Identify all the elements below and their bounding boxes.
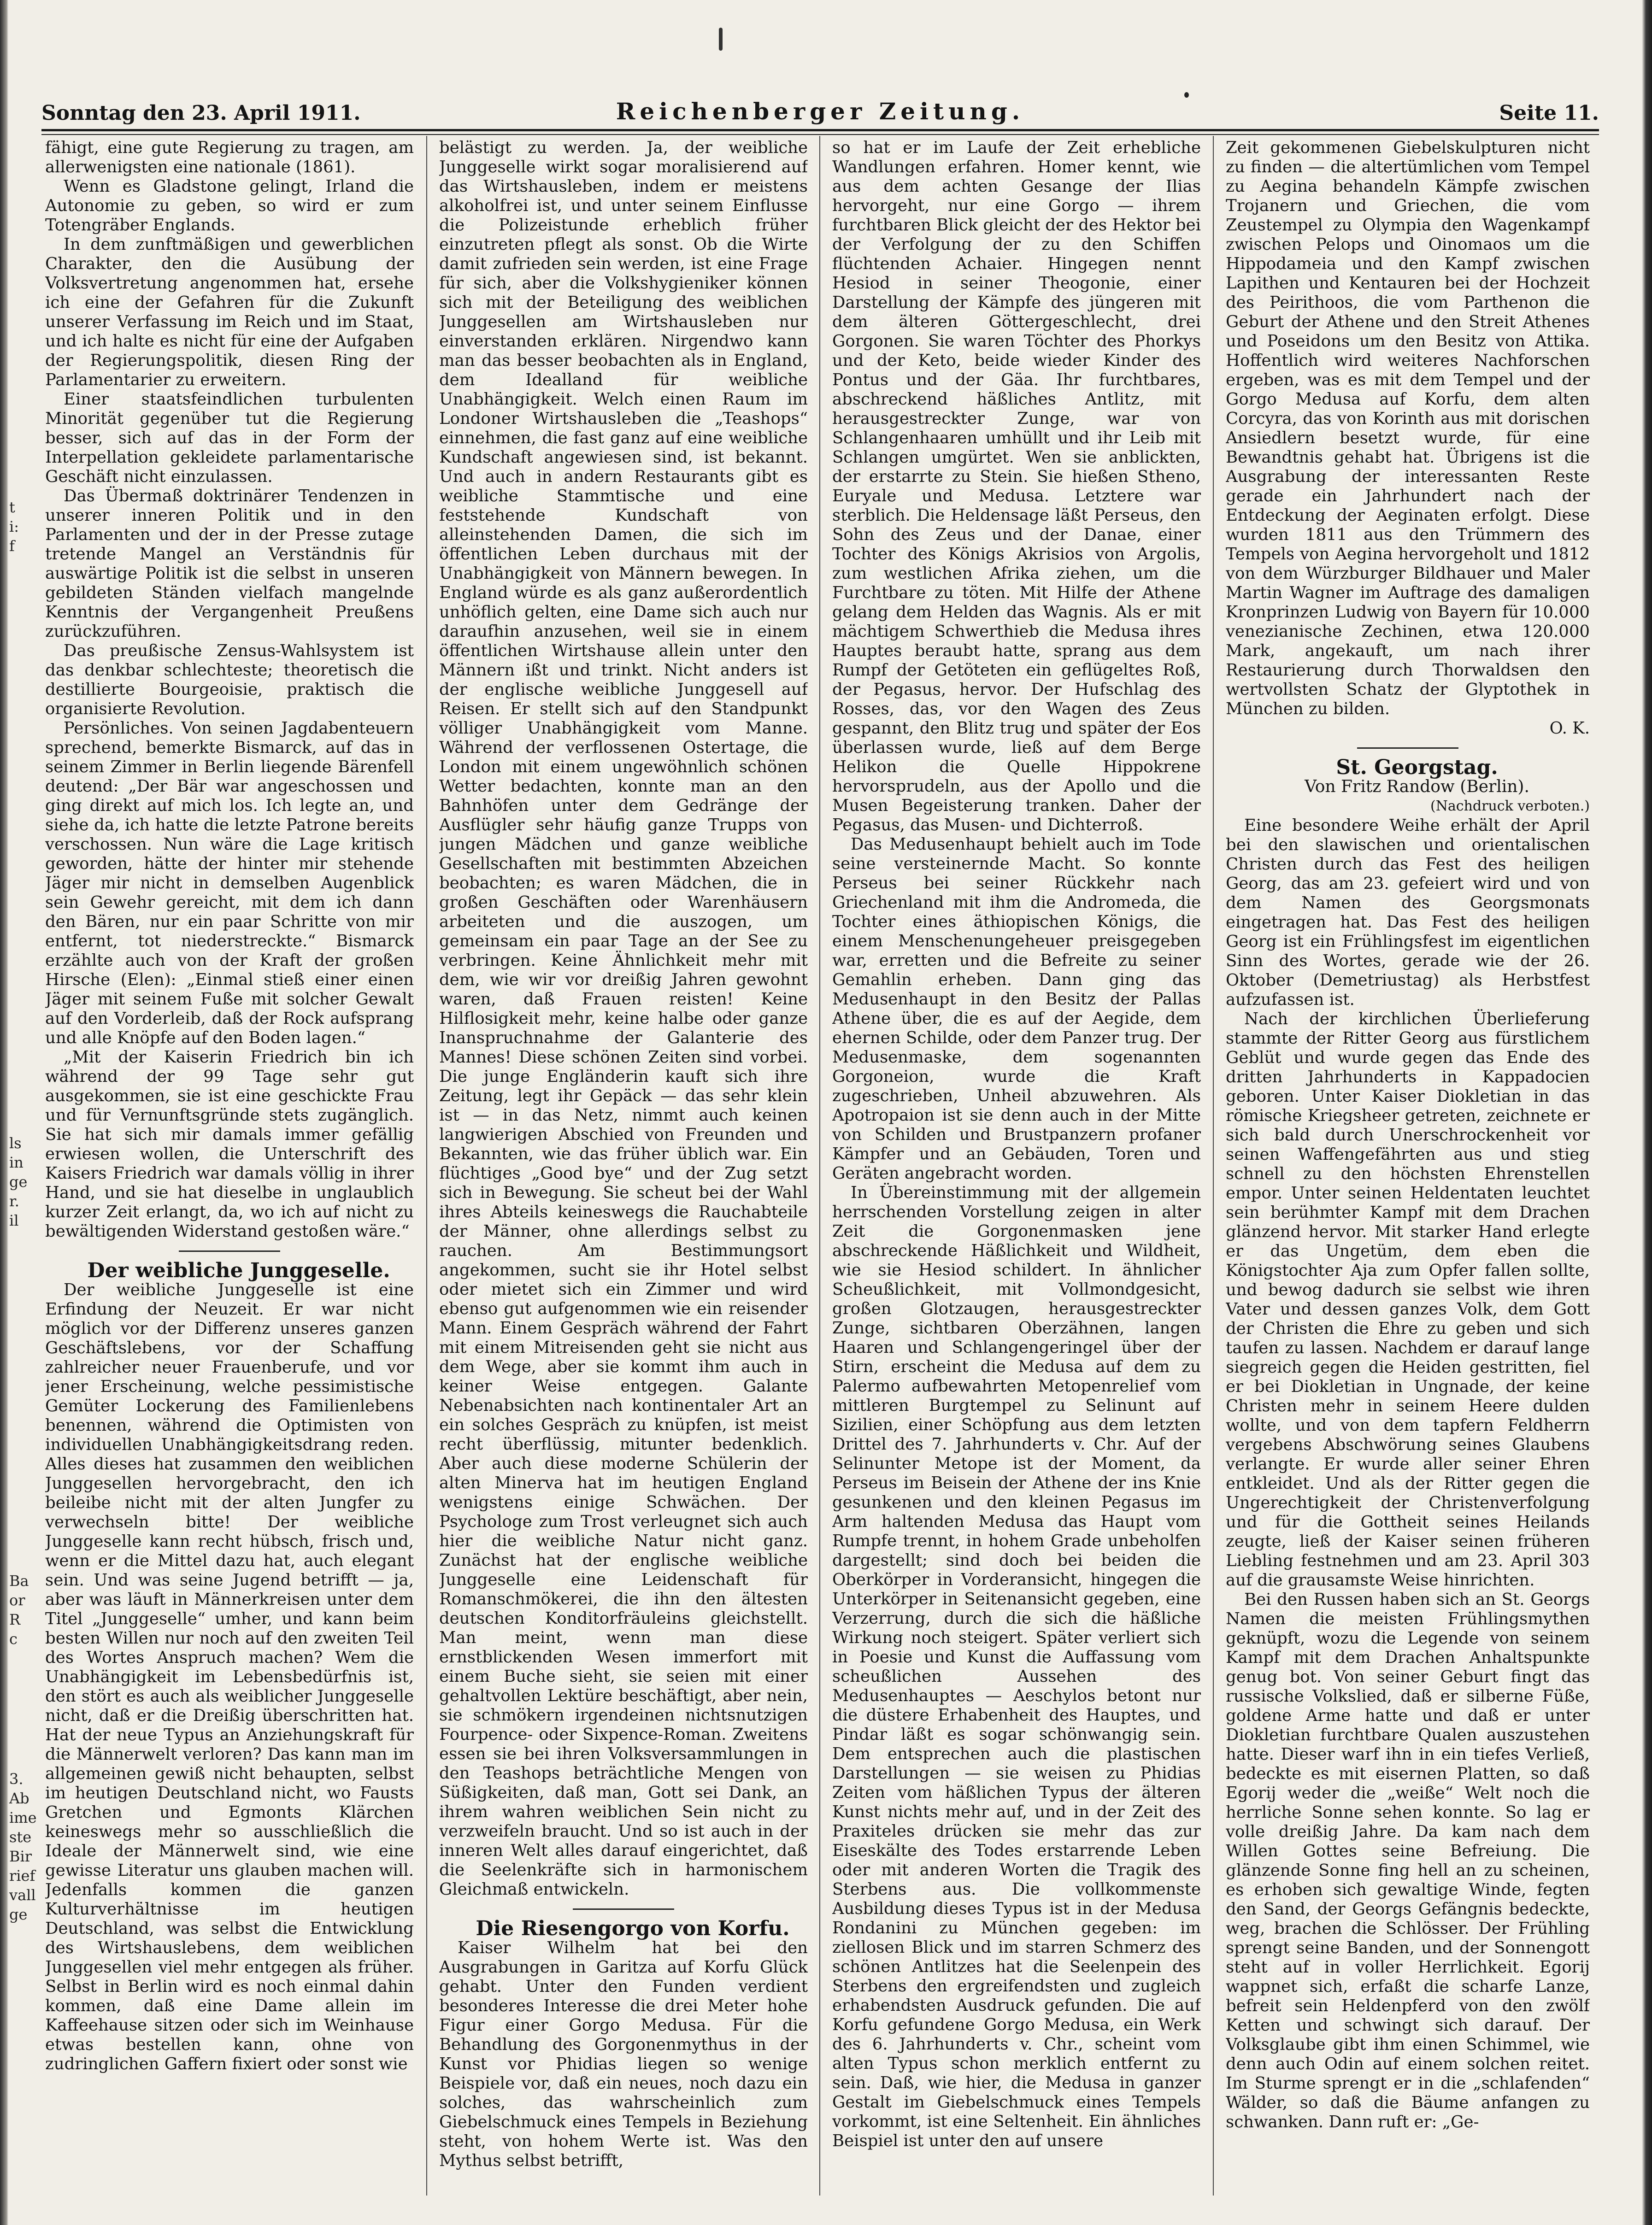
paragraph: Eine besondere Weihe erhält der April bei den slawischen und orientalischen Christen durch das Fest des heiligen Georg, das am 23. gefeiert wird und von dem Namen des Georgsmonats eingetragen hat. Das Fest des heiligen Georg ist ein Frühlingsfest im eigentlichen Sinn des Wortes, gerade wie der 26. Oktober (Demetriustag) als Herbstfest aufzufassen ist. [1226,816,1590,1009]
column-rule [1213,136,1214,2196]
page-header [41,92,1599,129]
paragraph: Das preußische Zensus-Wahlsystem ist das denkbar schlechteste; theoretisch die destillierte Bourgeoisie, praktisch die organisierte Revolution. [45,641,414,718]
column-rule [426,136,427,2196]
paragraph: Kaiser Wilhelm hat bei den Ausgrabungen in Garitza auf Korfu Glück gehabt. Unter den Funden verdient besonderes Interesse die drei Meter hohe Figur einer Gorgo Medusa. Für die Behandlung des Gorgonenmythus in der Kunst vor Phidias liegen so wenige Beispiele vor, daß ein neues, noch dazu ein solches, das wahrscheinlich zum Giebelschmuck eines Tempels in Beziehung steht, von hohem Werte ist. Was den Mythus selbst betrifft, [439,1938,808,2170]
paragraph: In Übereinstimmung mit der allgemein herrschenden Vorstellung zeigen in alter Zeit die Gorgonenmasken jene abschreckende Häßlichkeit und Wildheit, wie sie Hesiod schildert. In ähnlicher Scheußlichkeit, mit Vollmondgesicht, großen Glotzaugen, herausgestreckter Zunge, sichtbaren Oberzähnen, langen Haaren und Schlangengeringel über der Stirn, erscheint die Medusa auf dem zu Palermo aufbewahrten Metopenrelief vom mittleren Burgtempel zu Selinunt auf Sizilien, einer Schöpfung aus dem letzten Drittel des 7. Jahrhunderts v. Chr. Auf der Selinunter Metope ist der Moment, da Perseus im Beisein der Athene der ins Knie gesunkenen und den kleinen Pegasus im Arm haltenden Medusa das Haupt vom Rumpfe trennt, in hohem Grade unbeholfen dargestellt; sind doch bei beiden die Oberkörper in Vorderansicht, hingegen die Unterkörper in Seitenansicht gegeben, eine Verzerrung, durch die sich die häßliche Wirkung noch steigert. Später verliert sich in Poesie und Kunst die Auffassung vom scheußlichen Aussehen des Medusenhauptes — Aeschylos betont nur die düstere Erhabenheit des Hauptes, und Pindar läßt es sogar schönwangig sein. Dem entsprechen auch die plastischen Darstellungen — sie weisen zu Phidias Zeiten vom häßlichen Typus der älteren Kunst nichts mehr auf, und in der Zeit des Praxiteles drücken sie mehr das zur Eiseskälte des Todes erstarrende Leben oder mit anderen Worten die Tragik des Sterbens aus. Die vollkommenste Ausbildung dieses Typus ist in der Medusa Rondanini zu München gegeben: im ziellosen Blick und im starren Schmerz des schönen Antlitzes hat die Seelenpein des Sterbens den ergreifendsten und zugleich erhabendsten Ausdruck gefunden. Die auf Korfu gefundene Gorgo Medusa, ein Werk des 6. Jahrhunderts v. Chr., scheint vom alten Typus schon merklich entfernt zu sein. Daß, wie hier, die Medusa in ganzer Gestalt im Giebelschmuck eines Tempels vorkommt, ist eine Seltenheit. Ein ähnliches Beispiel ist unter den auf unsere [832,1183,1201,2150]
scan-edge-right [1642,0,1652,2225]
paragraph: „Mit der Kaiserin Friedrich bin ich während der 99 Tage sehr gut ausgekommen, sie ist eine geschickte Frau und für Vernunftsgründe stets zugänglich. Sie hat sich mir damals immer gefällig erwiesen wollen, die Unterschrift des Kaisers Friedrich war damals völlig in ihrer Hand, und sie hat dieselbe in unglaublich kurzer Zeit erlangt, da, wo ich auf nicht zu bewältigenden Widerstand gestoßen wäre.“ [45,1048,414,1241]
margin-fragment: Ba or R c [9,1572,29,1648]
article-heading: Die Riesengorgo von Korfu. [476,1917,790,1940]
paragraph: Das Übermaß doktrinärer Tendenzen in unserer inneren Politik und in den Parlamenten und der in der Presse zutage tretende Mangel an Verständnis für auswärtige Politik ist die selbst in unseren gebildeten Ständen vielfach mangelnde Kenntnis der Vergangenheit Preußens zurückzuführen. [45,487,414,641]
paragraph: Nach der kirchlichen Überlieferung stammte der Ritter Georg aus fürstlichem Geblüt und wurde gegen das Ende des dritten Jahrhunderts in Kappadocien geboren. Unter Kaiser Diokletian in das römische Kriegsheer getreten, zeichnete er sich bald durch Unerschrockenheit vor seinen Waffengefährten aus und stieg schnell zu den höchsten Ehrenstellen empor. Unter seinen Heldentaten leuchtet sein berühmter Kampf mit dem Drachen glänzend hervor. Mit starker Hand erlegte er das Ungetüm, dem eben die Königstochter Aja zum Opfer fallen sollte, und bewog dadurch sie selbst wie ihren Vater und dessen ganzes Volk, dem Gott der Christen die Ehre zu geben und sich taufen zu lassen. Nachdem er darauf lange siegreich gegen die Heiden gestritten, fiel er bei Diokletian in Ungnade, der keine Christen mehr in seinem Heere dulden wollte, und von dem tapfern Feldherrn vergebens Abschwörung seines Glaubens verlangte. Er wurde aller seiner Ehren entkleidet. Und als der Ritter gegen die Ungerechtigkeit der Christenverfolgung und für die Gottheit seines Heilands zeugte, ließ der Kaiser seinen früheren Liebling festnehmen und am 23. April 303 auf die grausamste Weise hinrichten. [1226,1010,1590,1590]
column-4 [1226,138,1590,2193]
column-3 [832,138,1201,2193]
paragraph: Persönliches. Von seinen Jagdabenteuern sprechend, bemerkte Bismarck, auf das in seinem Zimmer in Berlin liegende Bärenfell deutend: „Der Bär war angeschossen und ging direkt auf mich los. Ich legte an, und siehe da, ich hatte die letzte Patrone bereits verschossen. Nun wäre die Lage kritisch geworden, hätte der hinter mir stehende Jäger mir nicht in demselben Augenblick sein Gewehr gereicht, mit dem ich dann den Bären, nur ein paar Schritte von mir entfernt, tot niederstreckte.“ Bismarck erzählte auch von der Kraft der großen Hirsche (Elen): „Einmal stieß einer einen Jäger mit seinem Fuße mit solcher Gewalt auf den Vorderleib, daß der Rock aufsprang und alle Knöpfe auf den Boden lagen.“ [45,719,414,1047]
column-2 [439,138,808,2193]
section-separator [179,1250,280,1252]
margin-fragment: t i: f [9,499,19,555]
reprint-note: (Nachdruck verboten.) [1430,798,1590,814]
paragraph: Das Medusenhaupt behielt auch im Tode seine versteinernde Macht. So konnte Perseus bei seiner Rückkehr nach Griechenland mit ihm die Andromeda, die Tochter eines äthiopischen Königs, die einem Menschenungeheuer preisgegeben war, erretten und die Befreite zu seiner Gemahlin erheben. Dann ging das Medusenhaupt in den Besitz der Pallas Athene über, die es auf der Aegide, dem ehernen Schilde, oder dem Panzer trug. Der Medusenmaske, dem sogenannten Gorgoneion, wurde die Kraft zugeschrieben, Unheil abzuwehren. Als Apotropaion ist sie denn auch in der Mitte von Schilden und Brustpanzern profaner Kämpfer und an Gebäuden, Toren und Geräten angebracht worden. [832,835,1201,1183]
paragraph: In dem zunftmäßigen und gewerblichen Charakter, den die Ausübung der Volksvertretung angenommen hat, ersehe ich eine der Gefahren für die Zukunft unserer Verfassung im Reich und im Staat, und ich halte es nicht für eine der Aufgaben der Regierungspolitik, diesen Ring der Parlamentarier zu erweitern. [45,235,414,389]
margin-fragment: 3. Ab ime ste Bir rief vall ge [9,1770,37,1923]
paragraph: Wenn es Gladstone gelingt, Irland die Autonomie zu geben, so wird er zum Totengräber Englands. [45,177,414,235]
section-separator [573,1908,674,1910]
paragraph: Einer staatsfeindlichen turbulenten Minorität gegenüber tut die Regierung besser, sich auf das in der Form der Interpellation gekleidete parlamentarische Geschäft nicht einzulassen. [45,390,414,486]
paragraph: so hat er im Laufe der Zeit erhebliche Wandlungen erfahren. Homer kennt, wie aus dem achten Gesange der Ilias hervorgeht, nur eine Gorgo — ihrem furchtbaren Blick gleicht der des Hektor bei der Verfolgung der zu den Schiffen flüchtenden Achaier. Hingegen nennt Hesiod in seiner Theogonie, einer Darstellung der Kämpfe des jüngeren mit dem älteren Göttergeschlecht, drei Gorgonen. Sie waren Töchter des Phorkys und der Keto, beide wieder Kinder des Pontus und der Gäa. Ihr furchtbares, abschreckend häßliches Antlitz, mit herausgestreckter Zunge, war von Schlangenhaaren umhüllt und ihr Leib mit Schlangen umgürtet. Wen sie anblickten, der erstarrte zu Stein. Sie hießen Stheno, Euryale und Medusa. Letztere war sterblich. Die Heldensage läßt Perseus, den Sohn des Zeus und der Danae, einer Tochter des Königs Akrisios von Argolis, zum westlichen Afrika ziehen, um die Furchtbare zu töten. Mit Hilfe der Athene gelang dem Helden das Wagnis. Als er mit mächtigem Schwerthieb die Medusa ihres Hauptes beraubt hatte, sprang aus dem Rumpf der Getöteten ein geflügeltes Roß, der Pegasus, hervor. Der Hufschlag des Rosses, das, vor den Wagen des Zeus gespannt, den Blitz trug und später der Eos überlassen wurde, ließ auf dem Berge Helikon die Quelle Hippokrene hervorsprudeln, aus der Apollo und die Musen Begeisterung tranken. Daher der Pegasus, das Musen- und Dichterroß. [832,138,1201,834]
article-heading: Der weibliche Junggeselle. [87,1259,390,1282]
page-number: Seite 11. [1499,101,1599,125]
scan-mark [719,28,723,51]
header-date: Sonntag den 23. April 1911. [41,101,361,125]
paragraph: Zeit gekommenen Giebelskulpturen nicht zu finden — die altertümlichen vom Tempel zu Aegina behandeln Kämpfe zwischen Trojanern und Griechen, die vom Zeustempel zu Olympia den Wagenkampf zwischen Pelops und Oinomaos um die Hippodameia und den Kampf zwischen Lapithen und Kentauren bei der Hochzeit des Peirithoos, die vom Parthenon die Geburt der Athene und den Streit Athenes und Poseidons um den Besitz von Attika. Hoffentlich wird weiteres Nachforschen ergeben, was es mit dem Tempel und der Gorgo Medusa auf Korfu, dem alten Corcyra, das von Korinth aus mit dorischen Ansiedlern besetzt wurde, für eine Bewandtnis gehabt hat. Übrigens ist die Ausgrabung der interessanten Reste gerade ein Jahrhundert nach der Entdeckung der Aeginaten erfolgt. Diese wurden 1811 aus den Trümmern des Tempels von Aegina hervorgeholt und 1812 von dem Würzburger Bildhauer und Maler Martin Wagner im Auftrage des damaligen Kronprinzen Ludwig von Bayern für 10.000 venezianische Zechinen, etwa 120.000 Mark, angekauft, um nach ihrer Restaurierung durch Thorwaldsen den wertvollsten Schatz der Glyptothek in München zu bilden. [1226,138,1590,718]
header-rule [41,129,1599,131]
column-rule [819,136,820,2196]
header-rule-thin [41,134,1599,135]
paragraph: Der weibliche Junggeselle ist eine Erfindung der Neuzeit. Er war nicht möglich vor der Differenz unseres ganzen Geschäftslebens, vor der Schaffung zahlreicher neuer Frauenberufe, und vor jener Erscheinung, welche pessimistische Gemüter Lockerung des Familienlebens benennen, während die Optimisten von individuellen Unabhängigkeitsdrang reden. Alles dieses hat zusammen den weiblichen Junggesellen hervorgebracht, den ich beileibe nicht mit der alten Jungfer zu verwechseln bitte! Der weibliche Junggeselle kann recht hübsch, frisch und, wenn er die Mittel dazu hat, auch elegant sein. Und was seine Jugend betrifft — ja, aber was läuft in Männerkreisen unter dem Titel „Junggeselle“ umher, und kann beim besten Willen nur noch auf den zweiten Teil des Wortes Anspruch machen? Wem die Unabhängigkeit im Lebensbedürfnis ist, den stört es auch als weiblicher Junggeselle nicht, daß er die Dreißig überschritten hat. Hat der neue Typus an Anziehungskraft für die Männerwelt verloren? Das kann man im allgemeinen gewiß nicht behaupten, selbst im heutigen Deutschland nicht, wo Fausts Gretchen und Egmonts Klärchen keineswegs mehr so ausschließlich die Ideale der Männerwelt sind, wie eine gewisse Literatur uns glauben machen will. Jedenfalls kommen die ganzen Kulturverhältnisse im heutigen Deutschland, was selbst die Entwicklung des Wirtshauslebens, dem weiblichen Junggesellen viel mehr entgegen als früher. Selbst in Berlin wird es noch einmal dahin kommen, daß eine Dame allein im Kaffeehause sitzen oder sich im Weinhause etwas bestellen kann, ohne von zudringlichen Gaffern fixiert oder sonst wie [45,1280,414,2073]
column-1 [45,138,414,2193]
newspaper-title: Reichenberger Zeitung. [616,98,1025,125]
scan-edge-left [0,0,8,2225]
paragraph: Bei den Russen haben sich an St. Georgs Namen die meisten Frühlingsmythen geknüpft, wozu die Legende von seinem Kampf mit dem Drachen Anhaltspunkte genug bot. Von seiner Geburt fingt das russische Volkslied, daß er silberne Füße, goldene Arme hatte und daß er unter Diokletian furchtbare Qualen auszustehen hatte. Dieser warf ihn in ein tiefes Verließ, bedeckte es mit eisernen Platten, so daß Egorij weder die „weiße“ Welt noch die herrliche Sonne sehen konnte. So lag er volle dreißig Jahre. Da kam nach dem Willen Gottes seine Befreiung. Die glänzende Sonne fing hell an zu scheinen, es erhoben sich gewaltige Winde, fegten den Sand, der Georgs Gefängnis bedeckte, weg, brachen die Schlösser. Der Frühling sprengt seine Banden, und der Sonnengott steht auf in voller Herrlichkeit. Egorij wappnet sich, erfaßt die scharfe Lanze, befreit sein Heldenpferd von den zwölf Ketten und schwingt sich darauf. Der Volksglaube gibt ihm einen Schimmel, wie denn auch Odin auf einem solchen reitet. Im Sturme sprengt er in die „schlafenden“ Wälder, so daß die Bäume anfangen zu schwanken. Dann ruft er: „Ge- [1226,1590,1590,2131]
author-signature: O. K. [1549,719,1590,738]
paragraph: belästigt zu werden. Ja, der weibliche Junggeselle wirkt sogar moralisierend auf das Wirtshausleben, indem er meistens alkoholfrei ist, und unter seinem Einflusse die Polizeistunde erheblich früher einzutreten pflegt als sonst. Ob die Wirte damit zufrieden sein werden, ist eine Frage für sich, aber die Volkshygieniker können sich mit der Beteiligung des weiblichen Junggesellen am Wirtshausleben nur einverstanden erklären. Nirgendwo kann man das besser beobachten als in England, dem Idealland für weibliche Unabhängigkeit. Welch einen Raum im Londoner Wirtshausleben die „Teashops“ einnehmen, die fast ganz auf eine weibliche Kundschaft angewiesen sind, ist bekannt. Und auch in andern Restaurants gibt es weibliche Stammtische und eine feststehende Kundschaft von alleinstehenden Damen, die sich im öffentlichen Leben durchaus mit der Unabhängigkeit von Männern bewegen. In England würde es als ganz außerordentlich unhöflich gelten, eine Dame sich auch nur daraufhin anzusehen, weil sie in einem öffentlichen Wirtshause allein unter den Männern ißt und trinkt. Nicht anders ist der englische weibliche Junggesell auf Reisen. Er stellt sich auf den Standpunkt völliger Unabhängigkeit vom Manne. Während der verflossenen Ostertage, die London mit einem ungewöhnlich schönen Wetter bedachten, konnte man an den Bahnhöfen unter dem Gedränge der Ausflügler sehr häufig ganze Trupps von jungen Mädchen und ganze weibliche Gesellschaften mit bestimmten Abzeichen beobachten; es waren Mädchen, die in großen Geschäften oder Warenhäusern arbeiteten und die auszogen, um gemeinsam ein paar Tage an der See zu verbringen. Keine Ähnlichkeit mehr mit dem, wie wir vor dreißig Jahren gewohnt waren, daß Frauen reisten! Keine Hilflosigkeit mehr, keine halbe oder ganze Inanspruchnahme der Galanterie des Mannes! Diese schönen Zeiten sind vorbei. Die junge Engländerin kauft sich ihre Zeitung, legt ihr Gepäck — das sehr klein ist — in das Netz, nimmt auch keinen langwierigen Abschied von Freunden und Bekannten, wie das früher üblich war. Ein flüchtiges „Good bye“ und der Zug setzt sich in Bewegung. Sie scheut bei der Wahl ihres Abteils keineswegs die Rauchabteile der Männer, ohne allerdings selbst zu rauchen. Am Bestimmungsort angekommen, sucht sie ihr Hotel selbst oder mietet sich ein Zimmer und wird ebenso gut aufgenommen wie ein reisender Mann. Einem Gespräch während der Fahrt mit einem Mitreisenden geht sie nicht aus dem Wege, aber sie kommt ihm auch in keiner Weise entgegen. Galante Nebenabsichten nach kontinentaler Art an ein solches Gespräch zu knüpfen, ist meist recht überflüssig, mitunter bedenklich. Aber auch diese moderne Schülerin der alten Minerva hat im heutigen England wenigstens einige Schwächen. Der Psychologe zum Trost verleugnet sich auch hier die weibliche Natur nicht ganz. Zunächst hat der englische weibliche Junggeselle eine Leidenschaft für Romanschmökerei, die ihn den ältesten deutschen Konditorfräuleins gleichstellt. Man meint, wenn man diese ernstblickenden Wesen immerfort mit einem Buche sieht, sie seien mit einer gehaltvollen Lektüre beschäftigt, aber nein, sie schmökern irgendeinen nichtsnutzigen Fourpence- oder Sixpence-Roman. Zweitens essen sie bei ihren Volksversammlungen in den Teashops beträchtliche Mengen von Süßigkeiten, daß man, Gott sei Dank, an ihrem wahren weiblichen Sein nicht zu verzweifeln braucht. Und so ist auch in der inneren Welt alles darauf eingerichtet, daß die Seelenkräfte sich in harmonischem Gleichmaß entwickeln. [439,138,808,1899]
article-heading: St. Georgstag. [1336,756,1498,779]
paragraph: fähigt, eine gute Regierung zu tragen, am allerwenigsten eine nationale (1861). [45,138,414,176]
article-byline: Von Fritz Randow (Berlin). [1305,777,1529,796]
margin-fragment: ls in ge r. il [9,1134,28,1229]
section-separator [1357,747,1458,749]
